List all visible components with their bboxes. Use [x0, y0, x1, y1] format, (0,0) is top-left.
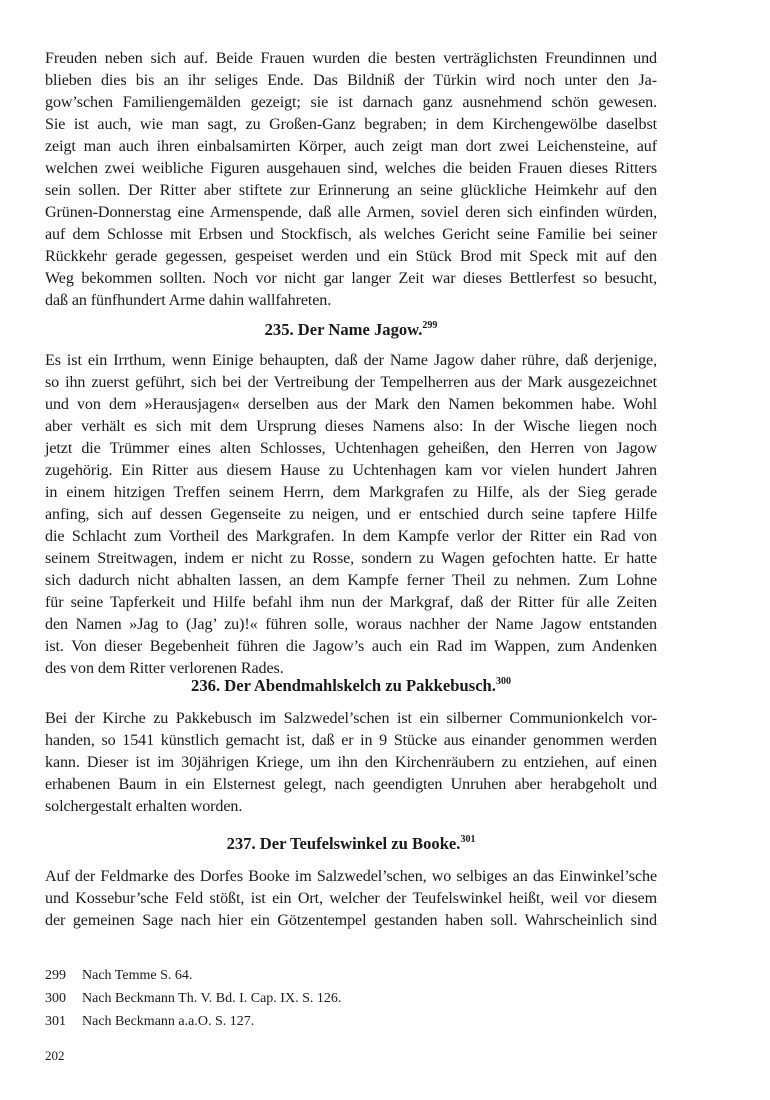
section-title: 235. Der Name Jagow. [264, 320, 423, 339]
text-line: blieben dies bis an ihr seliges Ende. Das Bildniß der Türkin wird noch unter den Ja- [45, 72, 657, 89]
text-line: auf dem Schlosse mit Erbsen und Stockfisch, als welches Gericht seine Familie bei seiner [45, 226, 657, 243]
text-line: aber verhält es sich mit dem Ursprung dieses Namens also: In der Wische liegen noch [45, 418, 657, 435]
text-line: Weg bekommen sollten. Noch vor nicht gar langer Zeit war dieses Bettlerfest so besucht, [45, 270, 657, 287]
text-line: der gemeinen Sage nach hier ein Götzentempel gestanden haben soll. Wahrscheinlich sind [45, 912, 657, 929]
text-line: daß an fünfhundert Arme dahin wallfahreten. [45, 292, 332, 309]
text-line: des von dem Ritter verlorenen Rades. [45, 660, 284, 677]
footnote [45, 1012, 657, 1032]
text-line: sich dadurch nicht abhalten lassen, an dem Kampfe ferner Theil zu nehmen. Zum Lohne [45, 572, 657, 589]
text-line: und Kossebur’sche Feld stößt, ist ein Ort, welcher der Teufelswinkel heißt, weil vor diesem [45, 890, 657, 907]
section-heading-237 [45, 832, 657, 856]
text-line: den Namen »Jag to (Jag’ zu)!« führen solle, woraus nachher der Name Jagow entstanden [45, 616, 657, 633]
footnote [45, 989, 657, 1009]
footnote-text: Nach Temme S. 64. [82, 968, 193, 983]
text-line: gow’schen Familiengemälden gezeigt; sie ist darnach ganz ausnehmend schön gewesen. [45, 94, 657, 111]
text-line: für seine Tapferkeit und Hilfe befahl ihm nun der Markgraf, daß der Ritter für alle Zeiten [45, 594, 657, 611]
text-line: anfing, sich auf dessen Gegenseite zu neigen, und er entschied durch seine tapfere Hilfe [45, 506, 657, 523]
footnote [45, 966, 657, 986]
text-line: sein sollen. Der Ritter aber stiftete zur Erinnerung an seine glückliche Heimkehr auf den [45, 182, 657, 199]
text-line: die Schlacht zum Vortheil des Markgrafen. In dem Kampfe verlor der Ritter ein Rad von [45, 528, 657, 545]
text-line: Es ist ein Irrthum, wenn Einige behaupten, daß der Name Jagow daher rühre, daß derjenige, [45, 352, 657, 369]
section-heading-235 [45, 318, 657, 342]
footnote-ref[interactable]: 300 [495, 676, 511, 687]
text-line: so ihn zuerst geführt, sich bei der Vertreibung der Tempelherren aus der Mark ausgezeichnet [45, 374, 657, 391]
text-line: solchergestalt erhalten worden. [45, 798, 243, 815]
text-line: ist. Von dieser Begebenheit führen die Jagow’s auch ein Rad im Wappen, zum Andenken [45, 638, 657, 655]
text-line: in einem hitzigen Treffen seinem Herrn, dem Markgrafen zu Hilfe, als der Sieg gerade [45, 484, 657, 501]
footnote-text: Nach Beckmann Th. V. Bd. I. Cap. IX. S. 126. [82, 991, 342, 1006]
text-line: Rückkehr gerade gegessen, gespeiset werden und ein Stück Brod mit Speck mit auf den [45, 248, 657, 265]
text-line: kann. Dieser ist im 30jährigen Kriege, um ihn den Kirchenräubern zu entziehen, auf einen [45, 754, 657, 771]
footnote-number: 300 [45, 991, 66, 1006]
footnote-number: 301 [45, 1014, 66, 1029]
text-line: Freuden neben sich auf. Beide Frauen wurden die besten verträglichsten Freundinnen und [45, 50, 657, 67]
text-line: handen, so 1541 künstlich gemacht ist, daß er in 9 Stücke aus einander genommen werden [45, 732, 657, 749]
text-line: Sie ist auch, wie man sagt, zu Großen-Ganz begraben; in dem Kirchengewölbe daselbst [45, 116, 657, 133]
text-line: erhabenen Baum in ein Elsternest gelegt, nach geendigten Unruhen aber herabgeholt und [45, 776, 657, 793]
text-line: jetzt die Trümmer eines alten Schlosses, Uchtenhagen geheißen, den Herren von Jagow [45, 440, 657, 457]
section-title: 236. Der Abendmahlskelch zu Pakkebusch. [191, 676, 496, 695]
text-line: seinem Streitwagen, indem er nicht zu Rosse, sondern zu Wagen gefochten hatte. Er hatte [45, 550, 657, 567]
text-line: Auf der Feldmarke des Dorfes Booke im Salzwedel’schen, wo selbiges an das Einwinkel’sche [45, 868, 657, 885]
text-line: zeigt man auch ihren einbalsamirten Körper, auch zeigt man dort zwei Leichensteine, auf [45, 138, 657, 155]
footnote-number: 299 [45, 968, 66, 983]
footnote-text: Nach Beckmann a.a.O. S. 127. [82, 1014, 255, 1029]
section-title: 237. Der Teufelswinkel zu Booke. [226, 834, 461, 853]
footnote-ref[interactable]: 299 [422, 320, 438, 331]
page-number: 202 [45, 1048, 65, 1063]
text-line: Grünen-Donnerstag eine Armenspende, daß alle Armen, soviel deren sich einfinden würden, [45, 204, 657, 221]
section-heading-236 [45, 674, 657, 698]
text-line: Bei der Kirche zu Pakkebusch im Salzwedel’schen ist ein silberner Communionkelch vor- [45, 710, 657, 727]
text-line: zugehörig. Ein Ritter aus diesem Hause zu Uchtenhagen kam vor vielen hundert Jahren [45, 462, 657, 479]
text-line: welchen zwei weibliche Figuren ausgehauen sind, welches die beiden Frauen dieses Ritters [45, 160, 657, 177]
footnote-ref[interactable]: 301 [460, 834, 476, 845]
text-line: und von dem »Herausjagen« derselben aus der Mark den Namen bekommen habe. Wohl [45, 396, 657, 413]
